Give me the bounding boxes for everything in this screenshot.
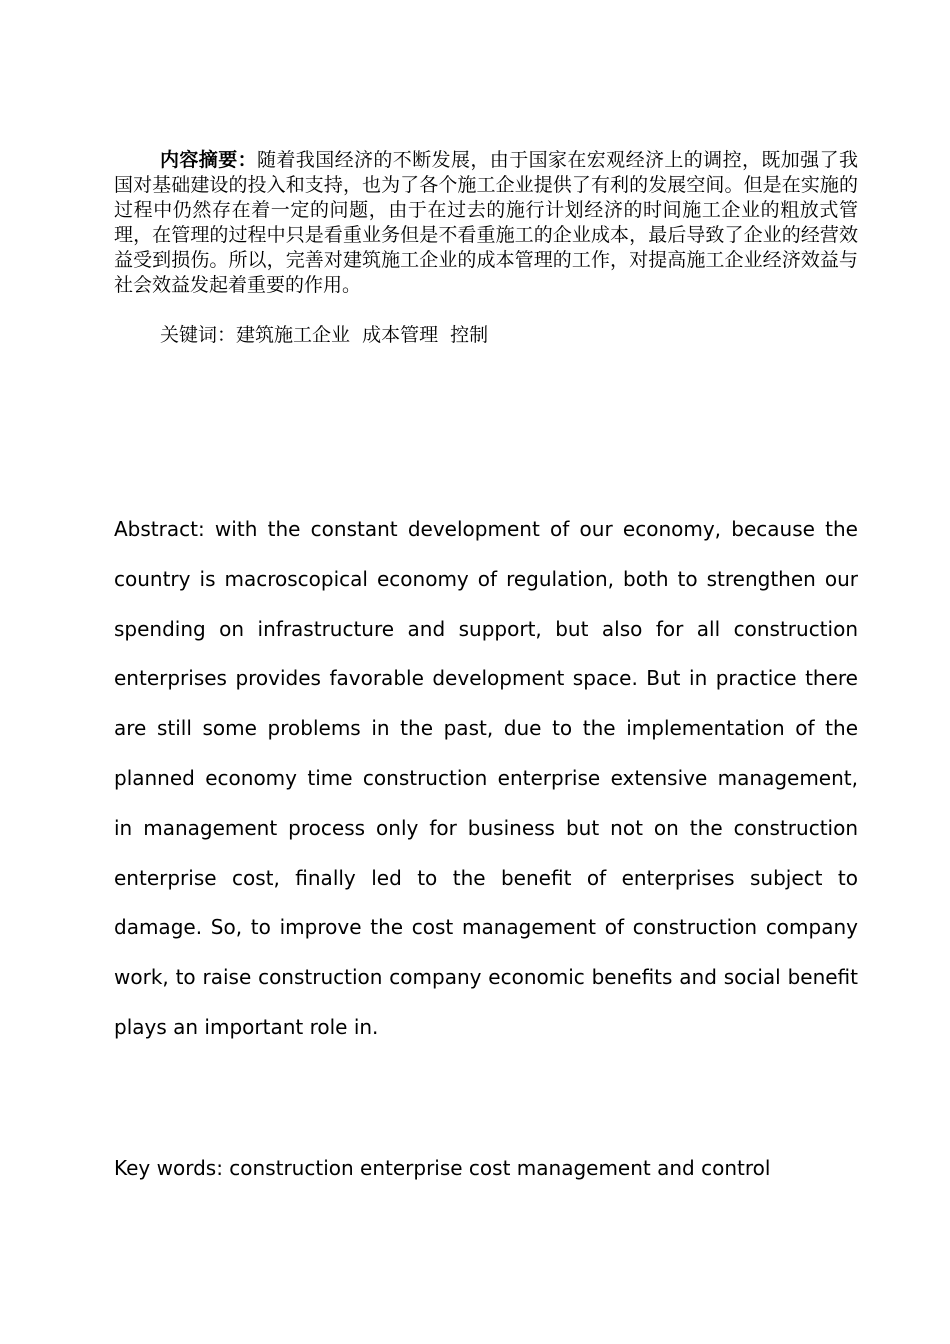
english-abstract: Abstract: with the constant development of our economy, because the country is macroscopical economy of regulation, both to strengthen our spending on infrastructure and support, but also for all construction enterprises provides favorable development space. But in practice there are still some problems in the past, due to the implementation of the planned economy time construction enterprise extensive management, in management process only for business but not on the construction enterprise cost, finally led to the benefit of enterprises subject to damage. So, to improve the cost management of construction company work, to raise construction company economic benefits and social benefit plays an important role in.	[114, 517, 858, 1039]
english-keywords: Key words: construction enterprise cost management and control	[114, 1156, 771, 1180]
chinese-keywords: 关键词：建筑施工企业 成本管理 控制	[160, 324, 489, 346]
chinese-abstract-text: 随着我国经济的不断发展，由于国家在宏观经济上的调控，既加强了我国对基础建设的投入和支持，也为了各个施工企业提供了有利的发展空间。但是在实施的过程中仍然存在着一定的问题，由于在过去的施行计划经济的时间施工企业的粗放式管理，在管理的过程中只是看重业务但是不看重施工的企业成本，最后导致了企业的经营效益受到损伤。所以，完善对建筑施工企业的成本管理的工作，对提高施工企业经济效益与社会效益发起着重要的作用。	[114, 149, 858, 296]
chinese-abstract	[114, 148, 858, 298]
chinese-abstract-label: 内容摘要：	[160, 149, 257, 171]
